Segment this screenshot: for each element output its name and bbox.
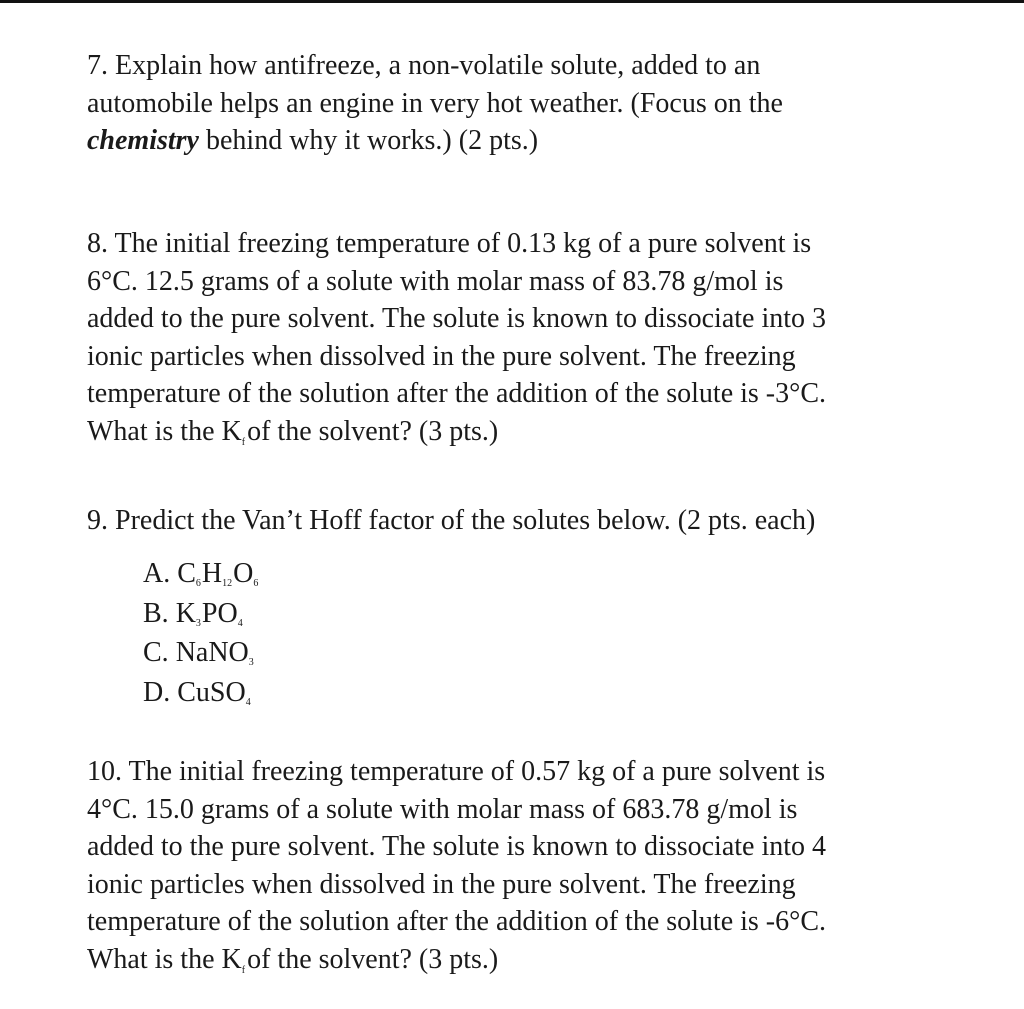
- q8-kf-subscript: f: [241, 436, 246, 448]
- q10-line-6: [87, 941, 826, 979]
- question-7: [87, 47, 783, 160]
- q7-line-3-rest: behind why it works.) (2 pts.): [199, 125, 539, 156]
- q9-option-d: D. CuSO$_4$: [143, 676, 251, 708]
- q8-line-4: ionic particles when dissolved in the pure solvent. The freezing: [87, 340, 796, 372]
- q7-emphasis-chemistry: chemistry: [87, 125, 199, 156]
- q10-kf-subscript: f: [241, 964, 246, 976]
- q9-option-c: C. NaNO$_3$: [143, 637, 254, 668]
- q7-line-3: [87, 122, 783, 160]
- q9-option-b: B. $K_3PO_4$: [143, 597, 243, 629]
- q9-option-a: A. $C_6H_{12}O_6$: [143, 558, 259, 589]
- q10-line-5: temperature of the solution after the addition of the solute is -6°C.: [87, 906, 827, 937]
- top-border-rule: [0, 0, 1024, 3]
- q8-kf-suffix: of the solvent? (3 pts.): [247, 415, 499, 447]
- q7-line-1: 7. Explain how antifreeze, a non-volatile solute, added to an: [87, 50, 761, 81]
- question-9: [87, 502, 815, 540]
- q8-line-2: 6°C. 12.5 grams of a solute with molar mass of 83.78 g/mol is: [87, 265, 784, 297]
- question-10: [87, 753, 826, 978]
- q9-prompt: 9. Predict the Van’t Hoff factor of the solutes below. (2 pts. each): [87, 505, 816, 536]
- q8-line-1: 8. The initial freezing temperature of 0.13 kg of a pure solvent is: [87, 228, 812, 259]
- q7-line-2: automobile helps an engine in very hot weather. (Focus on the: [87, 87, 783, 119]
- question-8: [87, 225, 826, 450]
- q10-line-1: 10. The initial freezing temperature of 0.57 kg of a pure solvent is: [87, 756, 826, 787]
- q8-line-6: [87, 413, 826, 451]
- q8-line-5: temperature of the solution after the addition of the solute is -3°C.: [87, 378, 827, 409]
- q10-line-3: added to the pure solvent. The solute is known to dissociate into 4: [87, 831, 827, 862]
- q10-line-4: ionic particles when dissolved in the pure solvent. The freezing: [87, 868, 796, 900]
- q10-kf-suffix: of the solvent? (3 pts.): [247, 943, 499, 975]
- q10-line-2: 4°C. 15.0 grams of a solute with molar mass of 683.78 g/mol is: [87, 793, 798, 825]
- q10-kf-prefix: What is the K: [87, 943, 242, 975]
- q8-kf-prefix: What is the K: [87, 415, 242, 447]
- q9-options: [143, 554, 259, 712]
- q8-line-3: added to the pure solvent. The solute is known to dissociate into 3: [87, 303, 827, 334]
